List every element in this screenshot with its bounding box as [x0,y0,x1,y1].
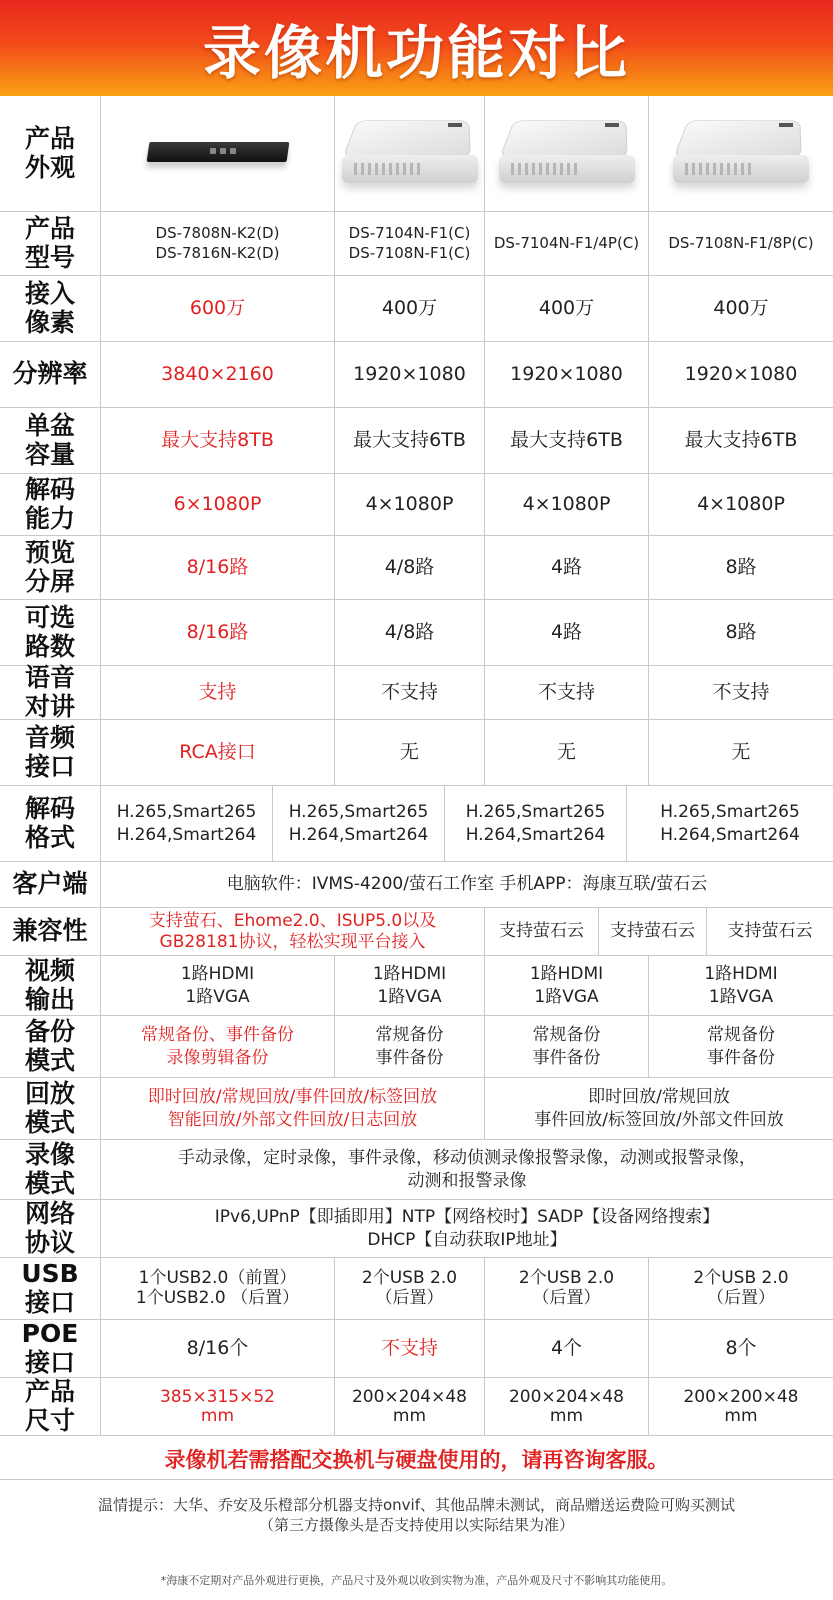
video-cell: 1路HDMI 1路VGA [100,956,334,1015]
channels-cell: 8路 [648,600,833,665]
backup-cell: 常规备份、事件备份 录像剪辑备份 [100,1016,334,1077]
usb-cell: 2个USB 2.0 （后置） [484,1258,648,1319]
resolution-cell: 1920×1080 [334,342,484,407]
size-cell: 200×204×48 mm [484,1378,648,1435]
playback-cell: 即时回放/常规回放/事件回放/标签回放 智能回放/外部文件回放/日志回放 [100,1078,484,1139]
label-usb: USB 接口 [21,1258,79,1317]
preview-cell: 8路 [648,536,833,599]
nvr-white-icon [340,115,480,193]
usb-cell: 2个USB 2.0 （后置） [334,1258,484,1319]
usb-cell: 1个USB2.0（前置） 1个USB2.0 （后置） [100,1258,334,1319]
backup-cell: 常规备份 事件备份 [484,1016,648,1077]
preview-cell: 4/8路 [334,536,484,599]
nvr-white-icon [671,115,811,193]
codec-cell: H.265,Smart265 H.264,Smart264 [100,786,272,861]
label-appearance: 产品 外观 [24,123,75,182]
row-size [0,1378,833,1436]
compat-cell: 支持萤石云 [706,908,833,955]
label-client: 客户端 [12,869,88,899]
row-decode [0,474,833,536]
backup-cell: 常规备份 事件备份 [648,1016,833,1077]
pixels-cell: 400万 [334,276,484,341]
row-codec [0,786,833,862]
video-cell: 1路HDMI 1路VGA [334,956,484,1015]
row-preview [0,536,833,600]
label-poe: POE 接口 [21,1318,79,1377]
title-banner [0,0,833,96]
row-appearance [0,96,833,212]
poe-cell: 不支持 [334,1320,484,1377]
model-cell: DS-7104N-F1/4P(C) [484,212,648,275]
client-cell: 电脑软件：IVMS-4200/萤石工作室 手机APP：海康互联/萤石云 [100,862,833,907]
product-image-f1-8p [648,96,833,211]
label-preview: 预览 分屏 [24,537,75,596]
row-model [0,212,833,276]
label-capacity: 单盆 容量 [24,410,75,469]
pixels-cell: 400万 [484,276,648,341]
label-size: 产品 尺寸 [24,1376,75,1435]
compat-cell: 支持萤石、Ehome2.0、ISUP5.0以及 GB28181协议，轻松实现平台接入 [100,908,484,955]
capacity-cell: 最大支持8TB [100,408,334,473]
capacity-cell: 最大支持6TB [334,408,484,473]
network-cell: IPv6,UPnP【即插即用】NTP【网络校时】SADP【设备网络搜索】 DHCP【自动获取IP地址】 [100,1200,833,1257]
audio-cell: 无 [484,720,648,785]
label-video: 视频 输出 [24,955,75,1014]
resolution-cell: 3840×2160 [100,342,334,407]
row-resolution [0,342,833,408]
intercom-cell: 支持 [100,666,334,719]
label-pixels: 接入 像素 [24,278,75,337]
model-cell: DS-7808N-K2(D) DS-7816N-K2(D) [100,212,334,275]
label-audio: 音频 接口 [24,722,75,781]
intercom-cell: 不支持 [334,666,484,719]
model-cell: DS-7108N-F1/8P(C) [648,212,833,275]
disclaimer-text: *海康不定期对产品外观进行更换，产品尺寸及外观以收到实物为准，产品外观及尺寸不影响其功能使用。 [160,1574,673,1587]
row-capacity [0,408,833,474]
notice-text: 录像机若需搭配交换机与硬盘使用的，请再咨询客服。 [0,1440,833,1480]
product-image-k2 [100,96,334,211]
record-cell: 手动录像，定时录像，事件录像，移动侦测录像报警录像，动测或报警录像， 动测和报警录像 [100,1140,833,1199]
decode-cell: 4×1080P [334,474,484,535]
channels-cell: 4路 [484,600,648,665]
size-cell: 200×204×48 mm [334,1378,484,1435]
row-record [0,1140,833,1200]
row-compat [0,908,833,956]
audio-cell: RCA接口 [100,720,334,785]
label-record: 录像 模式 [24,1139,75,1198]
label-backup: 备份 模式 [24,1016,75,1075]
intercom-cell: 不支持 [484,666,648,719]
video-cell: 1路HDMI 1路VGA [648,956,833,1015]
product-image-f1 [334,96,484,211]
row-audio [0,720,833,786]
label-resolution: 分辨率 [12,359,88,389]
label-decode: 解码 能力 [24,474,75,533]
product-image-f1-4p [484,96,648,211]
row-pixels [0,276,833,342]
row-playback [0,1078,833,1140]
row-poe [0,1320,833,1378]
row-backup [0,1016,833,1078]
channels-cell: 8/16路 [100,600,334,665]
codec-cell: H.265,Smart265 H.264,Smart264 [272,786,444,861]
row-client [0,862,833,908]
size-cell: 385×315×52 mm [100,1378,334,1435]
label-intercom: 语音 对讲 [24,662,75,721]
label-playback: 回放 模式 [24,1078,75,1137]
codec-cell: H.265,Smart265 H.264,Smart264 [626,786,833,861]
pixels-cell: 400万 [648,276,833,341]
pixels-cell: 600万 [100,276,334,341]
poe-cell: 8个 [648,1320,833,1377]
decode-cell: 6×1080P [100,474,334,535]
audio-cell: 无 [334,720,484,785]
label-model: 产品 型号 [24,213,75,272]
model-cell: DS-7104N-F1(C) DS-7108N-F1(C) [334,212,484,275]
decode-cell: 4×1080P [648,474,833,535]
video-cell: 1路HDMI 1路VGA [484,956,648,1015]
decode-cell: 4×1080P [484,474,648,535]
tip-text: 温情提示：大华、乔安及乐橙部分机器支持onvif、其他品牌未测试，商品赠送运费险可购买测试 （第三方摄像头是否支持使用以实际结果为准） [97,1496,735,1534]
row-usb [0,1258,833,1320]
capacity-cell: 最大支持6TB [484,408,648,473]
poe-cell: 8/16个 [100,1320,334,1377]
row-intercom [0,662,833,721]
playback-cell: 即时回放/常规回放 事件回放/标签回放/外部文件回放 [484,1078,833,1139]
codec-cell: H.265,Smart265 H.264,Smart264 [444,786,626,861]
compat-cell: 支持萤石云 [484,908,598,955]
resolution-cell: 1920×1080 [484,342,648,407]
row-network [0,1200,833,1258]
page-title: 录像机功能对比 [202,19,630,87]
label-compat: 兼容性 [12,916,88,946]
intercom-cell: 不支持 [648,666,833,719]
nvr-dark-icon [148,134,288,174]
preview-cell: 4路 [484,536,648,599]
size-cell: 200×200×48 mm [648,1378,833,1435]
usb-cell: 2个USB 2.0 （后置） [648,1258,833,1319]
row-channels [0,600,833,666]
label-codec: 解码 格式 [24,793,75,852]
row-video [0,956,833,1016]
label-network: 网络 协议 [24,1198,75,1257]
label-channels: 可选 路数 [24,602,75,661]
backup-cell: 常规备份 事件备份 [334,1016,484,1077]
audio-cell: 无 [648,720,833,785]
channels-cell: 4/8路 [334,600,484,665]
capacity-cell: 最大支持6TB [648,408,833,473]
resolution-cell: 1920×1080 [648,342,833,407]
preview-cell: 8/16路 [100,536,334,599]
compat-cell: 支持萤石云 [598,908,706,955]
poe-cell: 4个 [484,1320,648,1377]
nvr-white-icon [497,115,637,193]
